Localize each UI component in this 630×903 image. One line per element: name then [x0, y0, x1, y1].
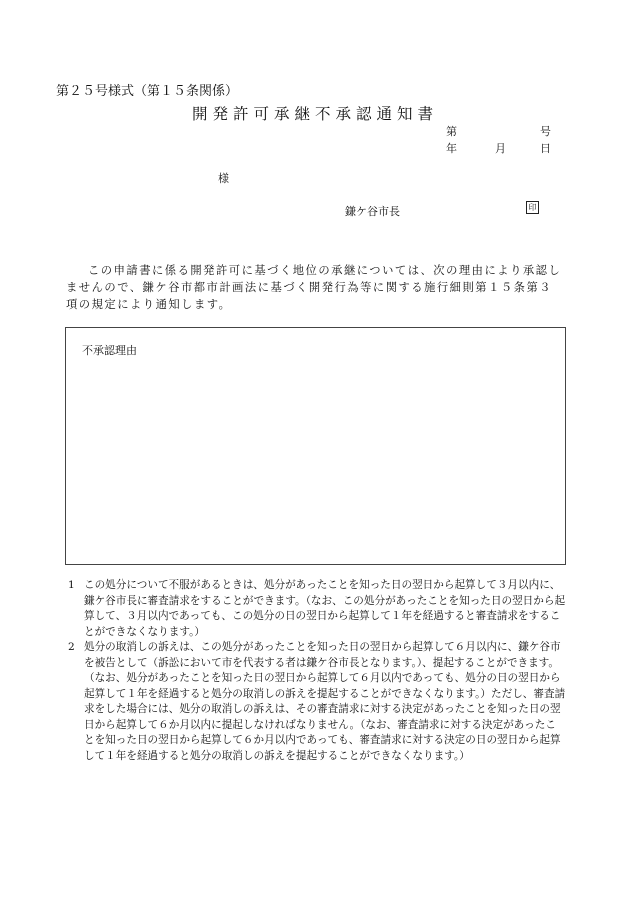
date-year: 年 [446, 142, 457, 155]
date-day: 日 [540, 142, 551, 155]
note-text: この処分について不服があるときは、処分があったことを知った日の翌日から起算して３月以内に、鎌ケ谷市長に審査請求をすることができます。（なお、この処分があったことを知った日の翌日から起算して、３月以内であっても、この処分の日の翌日から起算して１年を経過すると審査請求をすることができなくなります。） [84, 579, 566, 638]
sender-name: 鎌ケ谷市長 [345, 205, 400, 218]
note-number: 1 [68, 579, 75, 591]
form-number: 第２５号様式（第１５条関係） [56, 84, 239, 99]
doc-number-prefix: 第 [446, 125, 457, 138]
document-title: 開発許可承継不承認通知書 [191, 105, 438, 123]
addressee: 様 [218, 172, 229, 185]
note-item [68, 640, 566, 764]
reason-label: 不承認理由 [82, 344, 137, 357]
date-month: 月 [495, 142, 506, 155]
notice-body: この申請書に係る開発許可に基づく地位の承継については、次の理由により承認しませんので、鎌ケ谷市都市計画法に基づく開発行為等に関する施行細則第１５条第３項の規定により通知します。 [66, 264, 562, 311]
seal-mark: 印 [526, 201, 539, 214]
notes [68, 578, 566, 764]
doc-number-suffix: 号 [540, 125, 551, 138]
note-item [68, 578, 566, 640]
note-text: 処分の取消しの訴えは、この処分があったことを知った日の翌日から起算して６月以内に、鎌ケ谷市を被告として（訴訟において市を代表する者は鎌ケ谷市長となります。）、提起することができます。（なお、処分があったことを知った日の翌日から起算して６月以内であっても、処分の日の翌日から起算して１年を経過すると処分の取消しの訴えを提起することができなくなります。）ただし、審査請求をした場合には、処分の取消しの訴えは、その審査請求に対する決定があったことを知った日の翌日から起算して６か月以内に提起しなければなりません。（なお、審査請求に対する決定があったことを知った日の翌日から起算して６か月以内であっても、審査請求に対する決定の日の翌日から起算して１年を経過すると処分の取消しの訴えを提起することができなくなります。） [84, 641, 566, 762]
reason-box [65, 327, 566, 565]
note-number: 2 [68, 641, 75, 653]
